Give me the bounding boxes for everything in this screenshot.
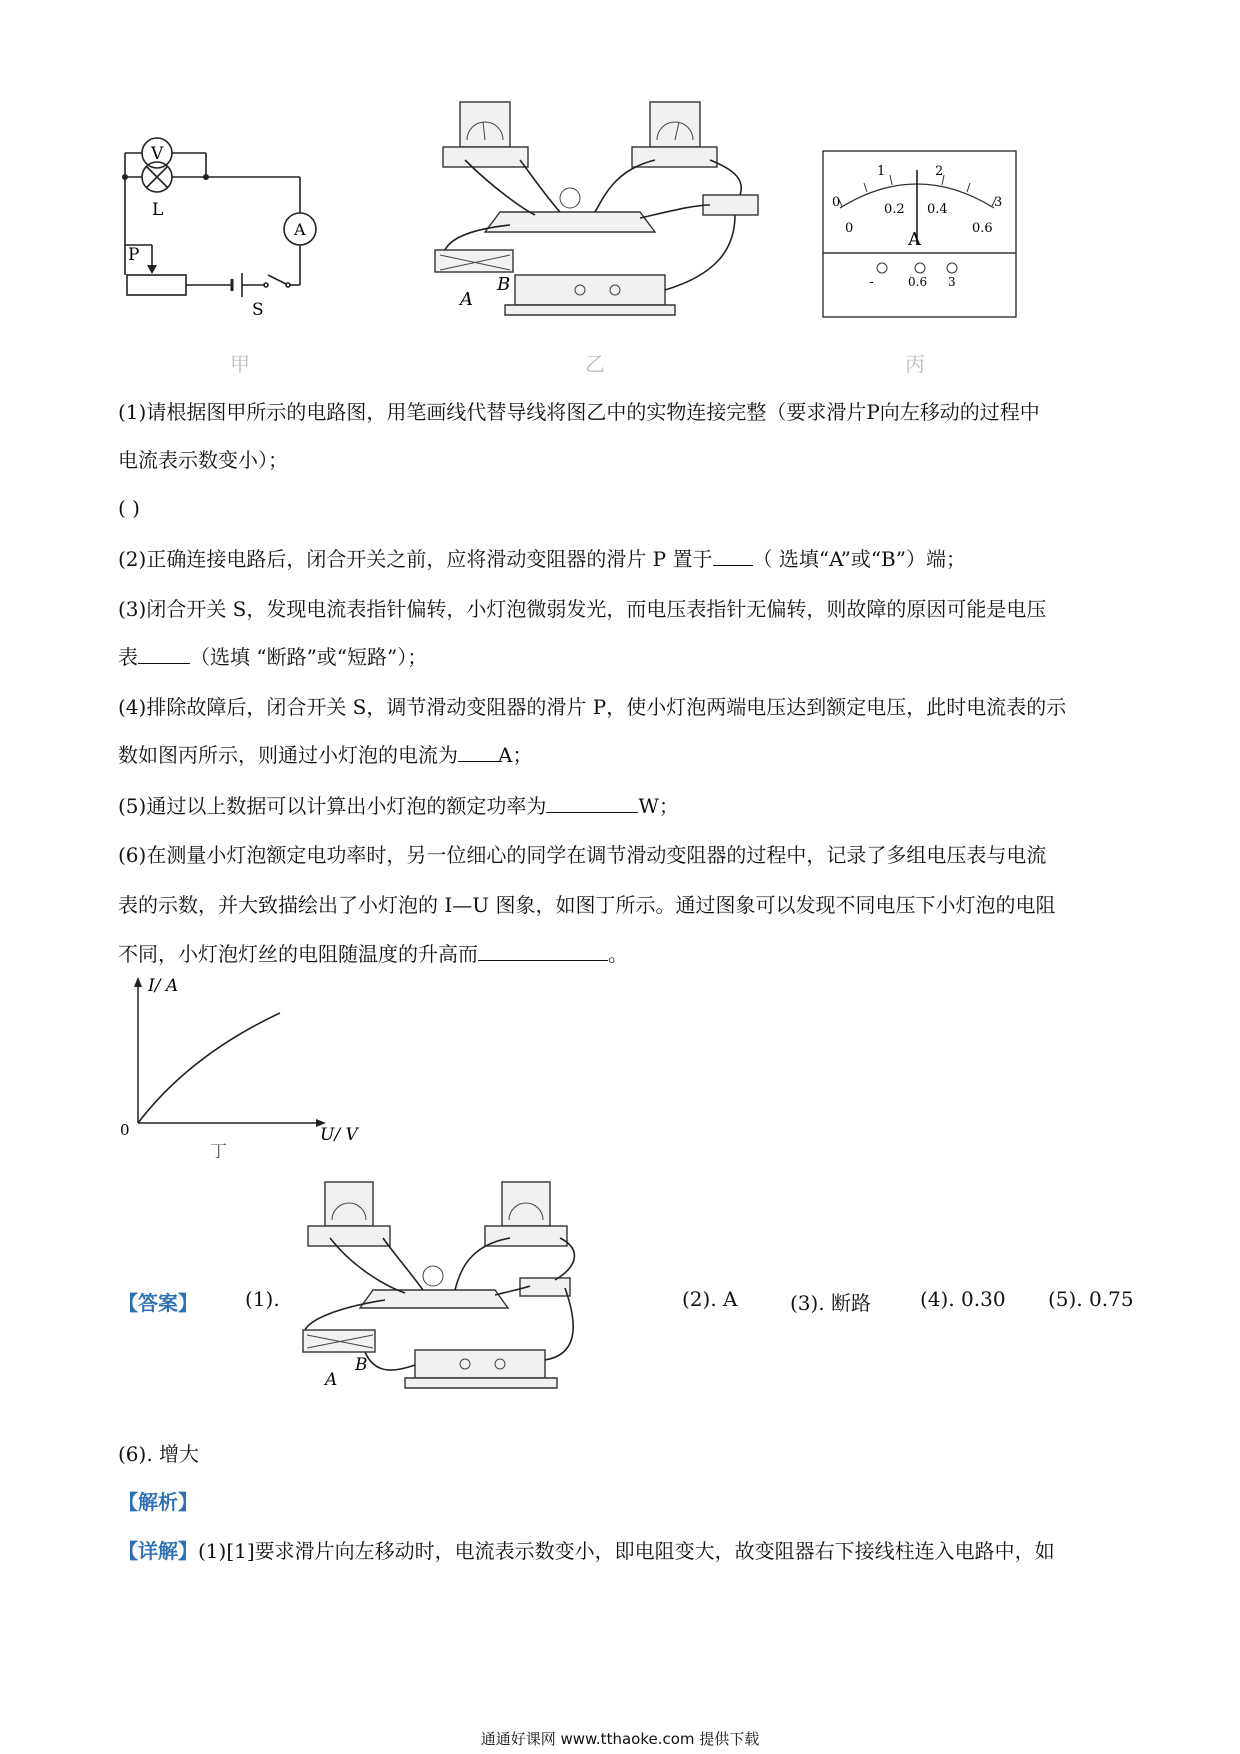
physical-circuit-yi xyxy=(425,100,785,345)
dial-top-2: 2 xyxy=(935,164,944,179)
answer-4: (4). 0.30 xyxy=(920,1287,1006,1311)
dial-bottom-02: 0.2 xyxy=(884,202,905,217)
q5 xyxy=(118,792,679,820)
q6-text: 不同，小灯泡灯丝的电阻随温度的升高而 xyxy=(118,942,478,966)
q3-text-end: （选填 “断路”或“短路”）； xyxy=(190,645,428,669)
q5-text: (5)通过以上数据可以计算出小灯泡的额定功率为 xyxy=(118,794,547,818)
dial-top-3: 3 xyxy=(994,195,1003,210)
answer-5: (5). 0.75 xyxy=(1048,1287,1134,1311)
q4-line1: (4)排除故障后，闭合开关 S，调节滑动变阻器的滑片 P，使小灯泡两端电压达到额定电压，此时电流表的示 xyxy=(118,695,1067,719)
detail-line xyxy=(118,1537,1055,1565)
figure-label-ding: 丁 xyxy=(210,1142,227,1162)
answer-circuit-diagram xyxy=(295,1180,605,1415)
q2 xyxy=(118,545,966,573)
figure-label-yi: 乙 xyxy=(585,352,605,376)
answer-2: (2). A xyxy=(682,1287,738,1311)
q5-text-end: W； xyxy=(638,794,679,818)
switch-label: S xyxy=(252,300,264,320)
q2-text-end: （ 选填“A”或“B”）端； xyxy=(752,547,966,571)
dial-top-0: 0 xyxy=(832,195,841,210)
dial-bottom-06: 0.6 xyxy=(972,221,993,236)
lamp-label: L xyxy=(152,200,164,220)
q3-line1: (3)闭合开关 S，发现电流表指针偏转，小灯泡微弱发光，而电压表指针无偏转，则故障的原因可能是电压 xyxy=(118,597,1047,621)
circuit-diagram-jia xyxy=(110,125,350,340)
q3-line2 xyxy=(118,643,427,671)
answer-3: (3). 断路 xyxy=(790,1291,872,1315)
detail-text: (1)[1]要求滑片向左移动时，电流表示数变小，即电阻变大，故变阻器右下接线柱连入电路中，如 xyxy=(198,1539,1055,1563)
page-footer: 通通好课网 www.tthaoke.com 提供下载 xyxy=(480,1730,760,1748)
analysis-tag xyxy=(118,1488,198,1516)
x-axis-label: U/ V xyxy=(320,1125,358,1145)
q4-line2 xyxy=(118,741,532,769)
terminal-06: 0.6 xyxy=(908,275,928,289)
origin-label: 0 xyxy=(120,1121,130,1139)
answer-terminal-b: B xyxy=(355,1355,368,1375)
q6-blank xyxy=(478,940,608,961)
terminal-3: 3 xyxy=(948,275,956,289)
q1-answer-paren: ( ) xyxy=(118,496,140,520)
q4-text-end: A； xyxy=(498,743,533,767)
dial-bottom-0: 0 xyxy=(845,221,854,236)
figure-label-jia: 甲 xyxy=(230,352,250,376)
analysis-tag-text: 【解析】 xyxy=(118,1490,198,1514)
q6-line2: 表的示数，并大致描绘出了小灯泡的 I—U 图象，如图丁所示。通过图象可以发现不同电压下小灯泡的电阻 xyxy=(118,893,1056,917)
q2-blank xyxy=(713,545,753,566)
dial-bottom-04: 0.4 xyxy=(927,202,948,217)
q1-line1: (1)请根据图甲所示的电路图，用笔画线代替导线将图乙中的实物连接完整（要求滑片P向左移动的过程中 xyxy=(118,400,1040,424)
terminal-neg: - xyxy=(869,274,874,290)
q6-line1: (6)在测量小灯泡额定电功率时，另一位细心的同学在调节滑动变阻器的过程中，记录了多组电压表与电流 xyxy=(118,843,1047,867)
q3-blank xyxy=(138,643,190,664)
q4-text: 数如图丙所示，则通过小灯泡的电流为 xyxy=(118,743,458,767)
voltmeter-label: V xyxy=(151,144,164,164)
detail-tag: 【详解】 xyxy=(118,1539,198,1563)
rheostat-terminal-a: A xyxy=(460,289,473,310)
rheostat-terminal-b: B xyxy=(497,274,511,295)
answer-1: (1). xyxy=(245,1287,280,1311)
iu-graph-ding xyxy=(110,975,380,1165)
dial-unit: A xyxy=(908,229,921,250)
figure-label-bing: 丙 xyxy=(905,352,925,376)
answer-6: (6). 增大 xyxy=(118,1442,200,1466)
slider-label: P xyxy=(128,245,140,265)
ammeter-dial-bing xyxy=(822,150,1017,318)
answer-terminal-a: A xyxy=(325,1370,338,1390)
ammeter-label: A xyxy=(294,220,306,239)
q4-blank xyxy=(458,741,498,762)
q5-blank xyxy=(546,792,638,813)
q6-line3 xyxy=(118,940,628,968)
q1-line2: 电流表示数变小）； xyxy=(118,448,288,472)
dial-top-1: 1 xyxy=(877,164,886,179)
y-axis-label: I/ A xyxy=(148,976,179,996)
answer-tag: 【答案】 xyxy=(118,1291,198,1315)
q6-text-end: 。 xyxy=(608,942,628,966)
iu-curve xyxy=(138,1013,280,1123)
q2-text: (2)正确连接电路后，闭合开关之前，应将滑动变阻器的滑片 P 置于 xyxy=(118,547,713,571)
q3-text: 表 xyxy=(118,645,138,669)
